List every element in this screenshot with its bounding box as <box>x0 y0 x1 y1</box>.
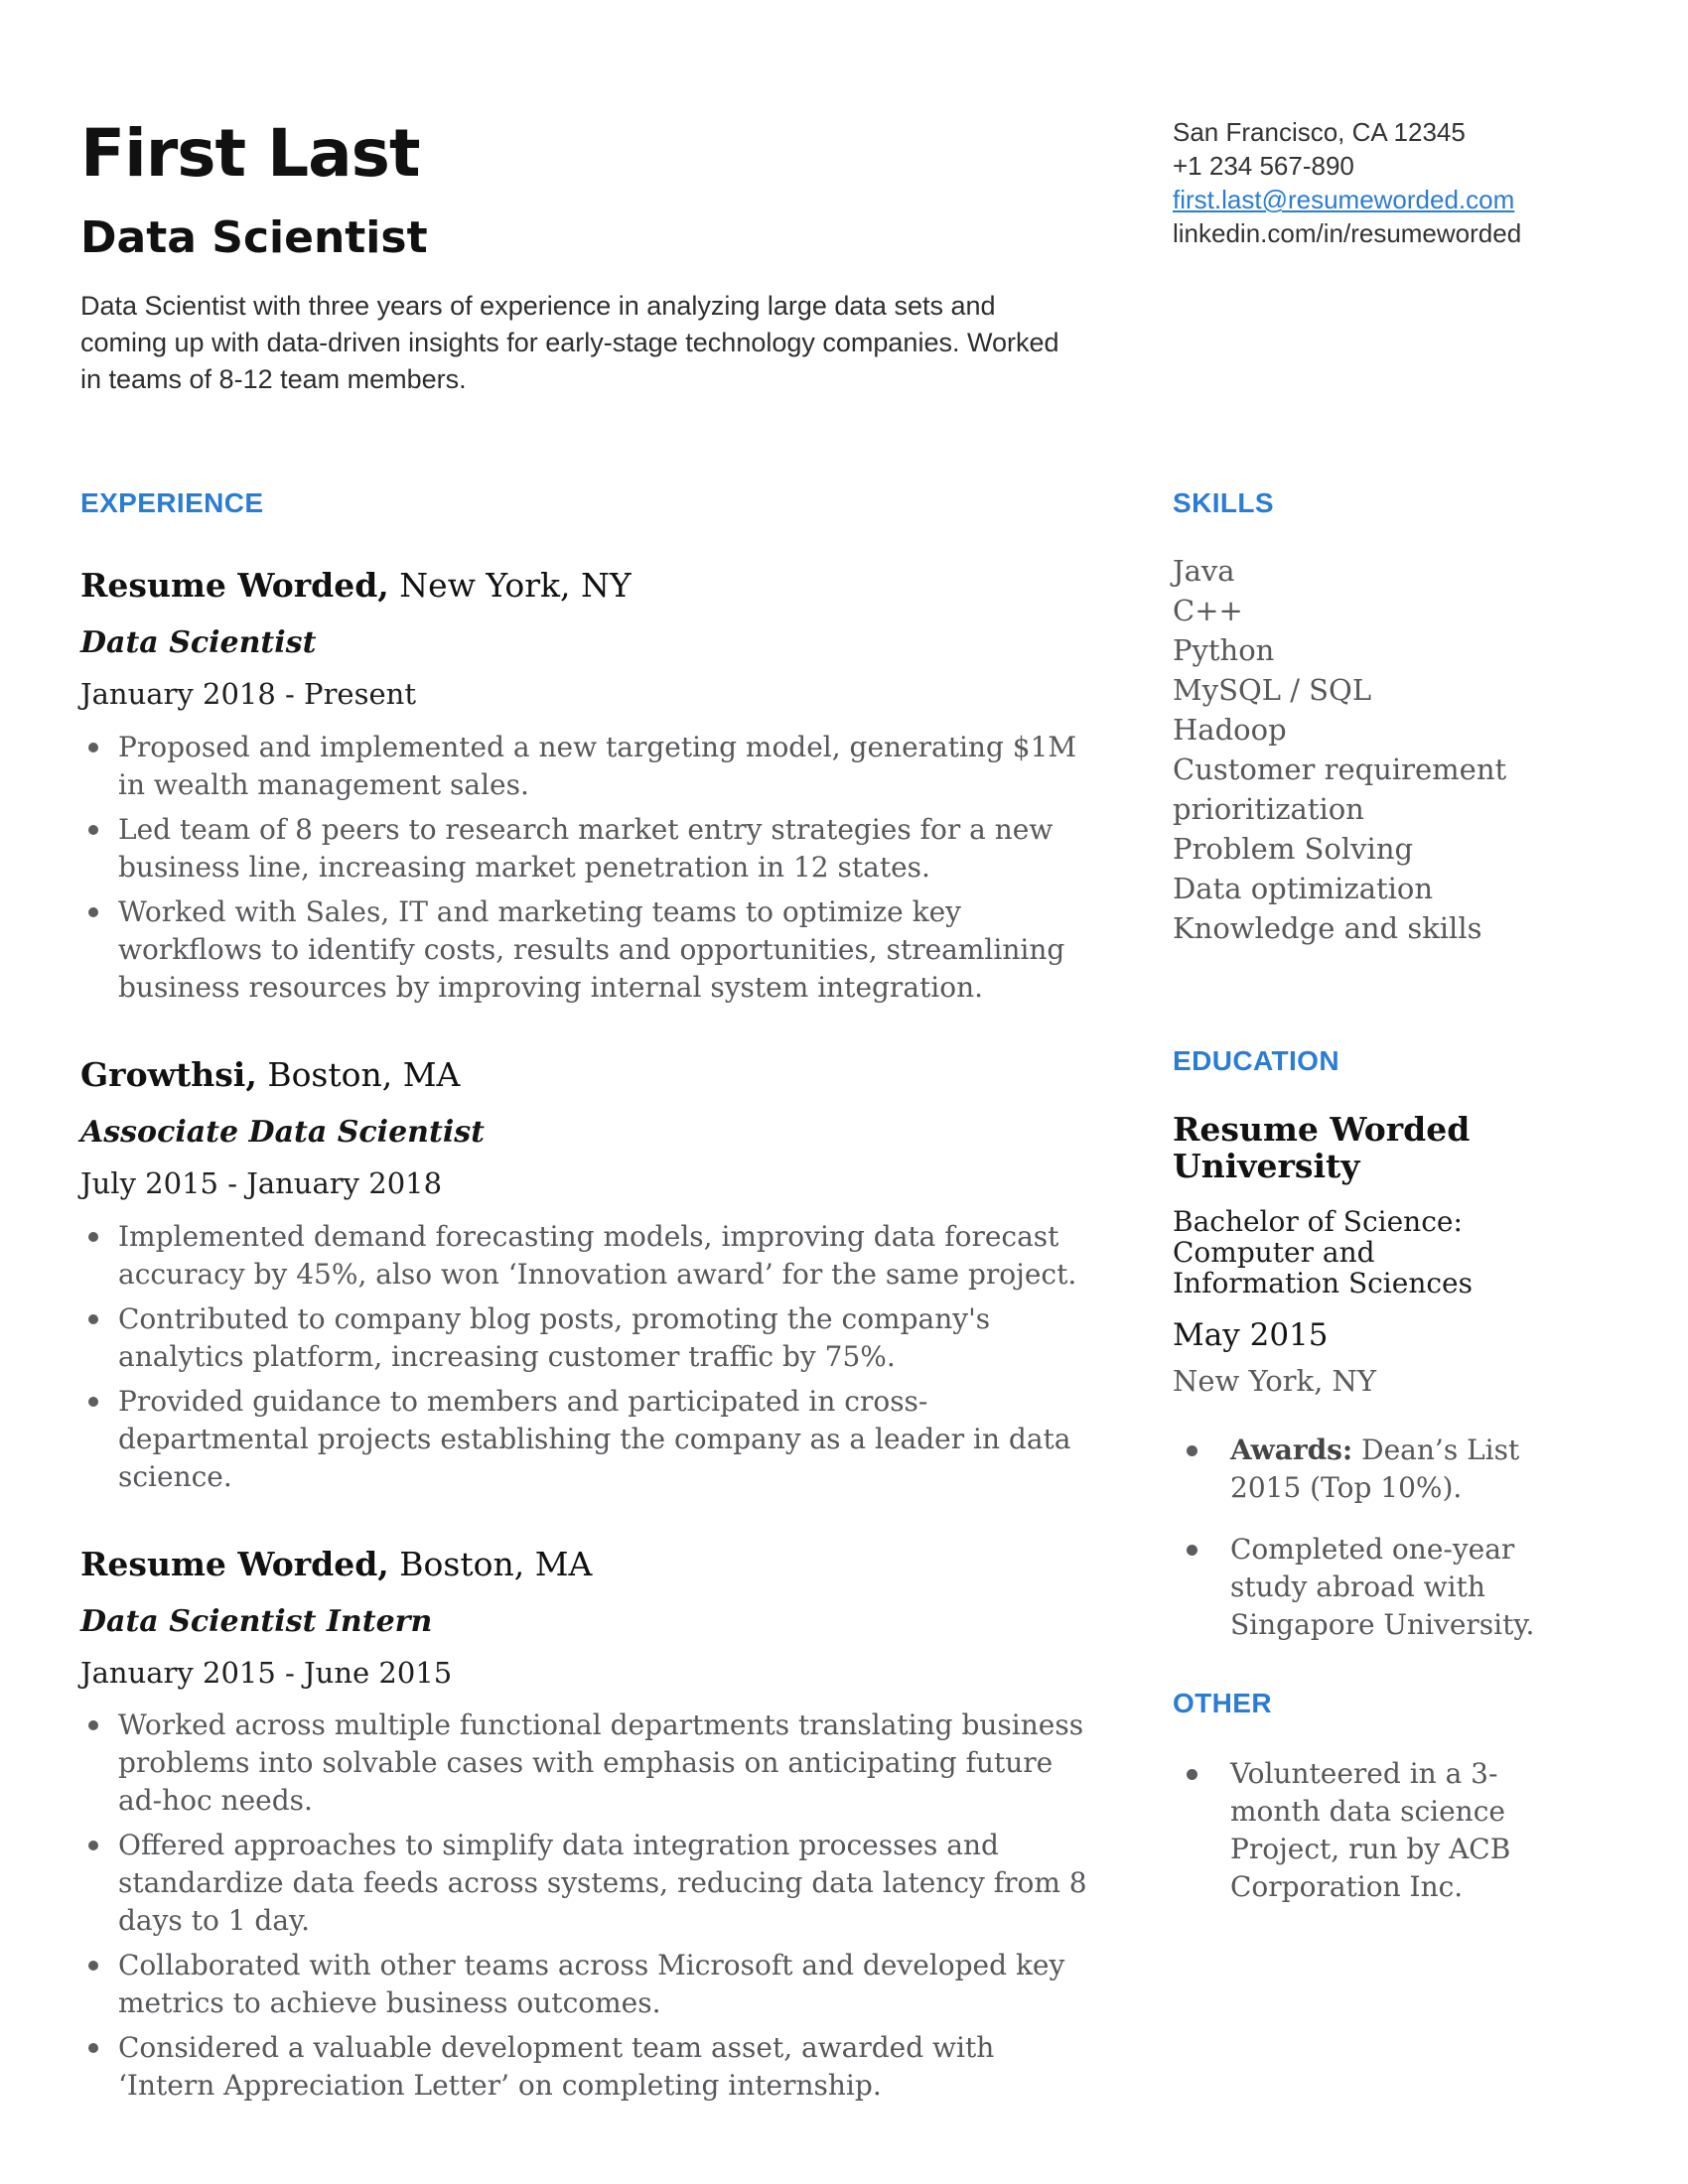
skills-heading: SKILLS <box>1173 487 1274 518</box>
skill-item: Data optimization Knowledge and skills <box>1173 872 1482 945</box>
bullet-text: Completed one-year study abroad with Singapore University. <box>1230 1532 1535 1641</box>
contact-email-row <box>1173 183 1550 216</box>
bullet-item: Collaborated with other teams across Microsoft and developed key metrics to achieve business outcomes. <box>80 1947 1093 2022</box>
job-company-line <box>80 1056 1093 1094</box>
page-grid <box>80 111 1550 2112</box>
job-company-line <box>80 1546 1093 1583</box>
contact-linkedin: linkedin.com/in/resumeworded <box>1173 218 1522 248</box>
skill-item: Customer requirement prioritization <box>1173 752 1507 826</box>
bullet-text: Dean’s List 2015 (Top 10%). <box>1230 1433 1520 1504</box>
company-name: Resume Worded, <box>80 566 389 605</box>
skill-item: Python <box>1173 633 1275 667</box>
job-block-3 <box>80 1546 1093 2106</box>
other-section <box>1173 1687 1550 1906</box>
company-location: New York, NY <box>388 566 632 605</box>
bullet-item: Offered approaches to simplify data integration processes and standardize data feeds across systems, reducing data latency from 8 days to 1 day. <box>80 1827 1093 1940</box>
job-title: Data Scientist Intern <box>80 1603 433 1639</box>
bullet-item: Provided guidance to members and participated in cross-departmental projects establishing the company as a leader in data science. <box>80 1383 1093 1496</box>
person-role-title: Data Scientist <box>80 212 428 263</box>
school-name: Resume Worded University <box>1173 1110 1471 1185</box>
experience-column <box>80 489 1093 2112</box>
job-dates: January 2018 - Present <box>80 676 416 711</box>
contact-location: San Francisco, CA 12345 <box>1173 117 1466 147</box>
education-heading: EDUCATION <box>1173 1045 1339 1076</box>
bullet-item: Worked across multiple functional departments translating business problems into solvable cases with emphasis on anticipating future ad-hoc needs. <box>80 1706 1093 1820</box>
job-company-line <box>80 567 1093 605</box>
job-dates: January 2015 - June 2015 <box>80 1655 453 1690</box>
job-bullet-list <box>80 1706 1093 2105</box>
job-bullet-list <box>80 1218 1093 1496</box>
job-title: Data Scientist <box>80 624 317 660</box>
company-location: Boston, MA <box>256 1054 461 1094</box>
bullet-item: Considered a valuable development team asset, awarded with ‘Intern Appreciation Letter’ on completing internship. <box>80 2029 1093 2105</box>
skill-item: Java <box>1173 554 1235 588</box>
person-name: First Last <box>80 115 420 192</box>
bullet-item: Implemented demand forecasting models, improving data forecast accuracy by 45%, also won ‘Innovation award’ for the same project. <box>80 1218 1093 1294</box>
skill-item: Hadoop <box>1173 713 1287 747</box>
other-heading: OTHER <box>1173 1687 1272 1718</box>
skill-item: MySQL / SQL <box>1173 673 1372 707</box>
skill-item: C++ <box>1173 594 1243 627</box>
job-title: Associate Data Scientist <box>80 1114 485 1150</box>
email-link[interactable]: first.last@resumeworded.com <box>1173 185 1515 214</box>
company-name: Resume Worded, <box>80 1544 389 1583</box>
skill-item: Problem Solving <box>1173 832 1414 866</box>
contact-block <box>1173 115 1550 250</box>
degree-name: Bachelor of Science: Computer and Information Sciences <box>1173 1205 1473 1299</box>
bullet-item: Led team of 8 peers to research market entry strategies for a new business line, increasing market penetration in 12 states. <box>80 811 1093 887</box>
bullet-item: Contributed to company blog posts, promoting the company's analytics platform, increasing customer traffic by 75%. <box>80 1300 1093 1376</box>
experience-heading: EXPERIENCE <box>80 487 264 518</box>
summary-text: Data Scientist with three years of experience in analyzing large data sets and coming up with data-driven insights for early-stage technology companies. Worked in teams of 8-12 team members. <box>80 291 1059 394</box>
bullet-item <box>1173 1432 1550 1507</box>
skills-list <box>1173 551 1550 948</box>
other-bullet-list <box>1173 1755 1550 1906</box>
bullet-item <box>1173 1531 1550 1644</box>
bullet-item: Volunteered in a 3-month data science Project, run by ACB Corporation Inc. <box>1173 1755 1550 1906</box>
job-bullet-list <box>80 729 1093 1007</box>
job-block-1 <box>80 567 1093 1007</box>
bullet-item: Worked with Sales, IT and marketing teams to optimize key workflows to identify costs, results and opportunities, streamlining business resources by improving internal system integration. <box>80 893 1093 1007</box>
school-location: New York, NY <box>1173 1364 1377 1399</box>
company-name: Growthsi, <box>80 1054 257 1094</box>
education-bullet-list <box>1173 1432 1550 1644</box>
sidebar-column <box>1173 489 1550 1930</box>
contact-phone: +1 234 567-890 <box>1173 151 1354 181</box>
graduation-date: May 2015 <box>1173 1317 1329 1353</box>
header-block <box>80 111 1093 398</box>
job-block-2 <box>80 1056 1093 1496</box>
company-location: Boston, MA <box>388 1544 593 1583</box>
bullet-item: Proposed and implemented a new targeting model, generating $1M in wealth management sales. <box>80 729 1093 804</box>
education-section <box>1173 1047 1550 1644</box>
job-dates: July 2015 - January 2018 <box>80 1165 443 1200</box>
bullet-bold-label: Awards: <box>1230 1433 1353 1466</box>
